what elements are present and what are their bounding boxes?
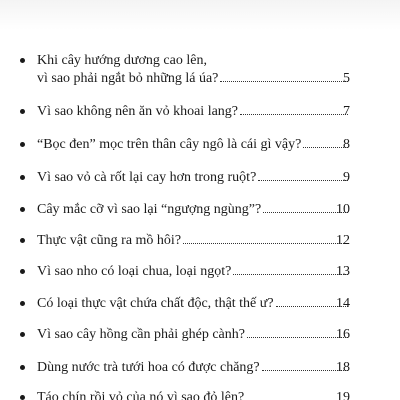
bullet-icon	[20, 395, 25, 400]
toc-page-number: 18	[336, 360, 350, 375]
dot-leader	[233, 274, 348, 275]
toc-page-number: 10	[336, 202, 350, 217]
toc-title-line	[37, 52, 350, 70]
toc-page-number: 5	[343, 71, 350, 86]
dot-leader	[220, 81, 348, 82]
toc-title: Vì sao nho có loại chua, loại ngọt?	[37, 264, 232, 279]
toc-title-line	[37, 263, 350, 281]
bullet-icon	[20, 238, 25, 243]
toc-entry	[0, 295, 400, 321]
bullet-icon	[20, 301, 25, 306]
toc-page-number: 8	[343, 137, 350, 152]
bullet-icon	[20, 207, 25, 212]
toc-title-line	[37, 201, 350, 219]
toc-title: Thực vật cũng ra mồ hôi?	[37, 233, 182, 248]
bullet-icon	[20, 175, 25, 180]
toc-entry	[0, 201, 400, 227]
toc-title: Vì sao không nên ăn vỏ khoai lang?	[37, 104, 239, 119]
toc-title-continued: vì sao phải ngắt bỏ những lá úa?	[37, 71, 219, 86]
toc-entry	[0, 52, 400, 86]
toc-title: Có loại thực vật chứa chất độc, thật thế ư?	[37, 296, 274, 311]
toc-title-line	[37, 359, 350, 377]
toc-entry	[0, 359, 400, 385]
toc-title-line	[37, 169, 350, 187]
toc-entry	[0, 232, 400, 258]
toc-page-number: 14	[336, 296, 350, 311]
toc-page-number: 19	[336, 390, 350, 400]
bullet-icon	[20, 109, 25, 114]
toc-title: Khi cây hướng dương cao lên,	[37, 53, 207, 68]
toc-title-line	[37, 326, 350, 344]
toc-entry	[0, 103, 400, 129]
toc-title-line	[37, 103, 350, 121]
toc-title-line	[37, 295, 350, 313]
bullet-icon	[20, 142, 25, 147]
bullet-icon	[20, 365, 25, 370]
toc-title: Cây mắc cỡ vì sao lại “ngượng ngùng”?	[37, 202, 262, 217]
dot-leader	[183, 243, 348, 244]
toc-title-line	[37, 70, 350, 88]
page-top-shadow	[0, 0, 400, 30]
toc-entry	[0, 389, 400, 400]
bullet-icon	[20, 269, 25, 274]
toc-title-line	[37, 136, 350, 154]
toc-entry	[0, 326, 400, 352]
toc-title: Vì sao cây hồng cần phải ghép cành?	[37, 327, 245, 342]
toc-page-number: 12	[336, 233, 350, 248]
toc-entry	[0, 169, 400, 195]
toc-title: “Bọc đen” mọc trên thân cây ngô là cái gì vậy?	[37, 137, 302, 152]
toc-title: Dùng nước trà tưới hoa có được chăng?	[37, 360, 260, 375]
bullet-icon	[20, 332, 25, 337]
toc-title-line	[37, 232, 350, 250]
toc-entry	[0, 263, 400, 289]
toc-title-line	[37, 389, 350, 400]
toc-entry	[0, 136, 400, 162]
toc-page-number: 7	[343, 104, 350, 119]
toc-page-number: 9	[343, 170, 350, 185]
bullet-icon	[20, 58, 25, 63]
toc-page-number: 13	[336, 264, 350, 279]
toc-title: Táo chín rồi vỏ của nó vì sao đỏ lên?	[37, 390, 245, 400]
toc-page-number: 16	[336, 327, 350, 342]
toc-title: Vì sao vỏ cà rốt lại cay hơn trong ruột?	[37, 170, 257, 185]
